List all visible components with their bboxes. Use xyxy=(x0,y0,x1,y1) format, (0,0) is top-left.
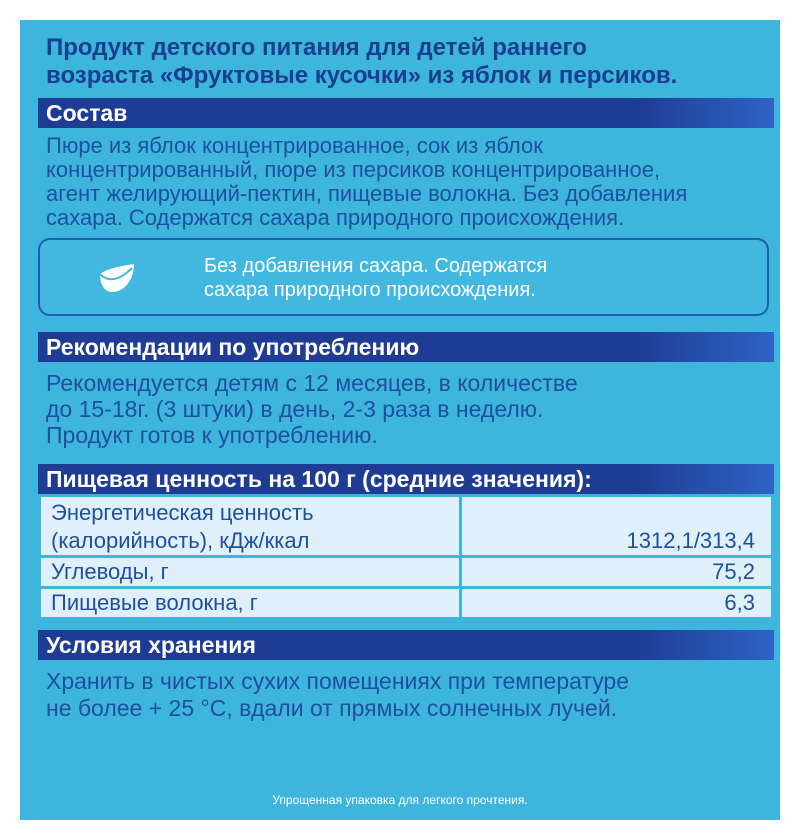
table-row xyxy=(40,588,773,619)
energy-label-line: Энергетическая ценность xyxy=(51,500,314,525)
composition-line: сахара. Содержатся сахара природного происхождения. xyxy=(46,205,625,230)
usage-header-label: Рекомендации по употреблению xyxy=(46,334,420,360)
usage-line: до 15-18г. (3 штуки) в день, 2-3 раза в неделю. xyxy=(46,396,544,422)
composition-line: концентрированный, пюре из персиков концентрированное, xyxy=(46,157,661,182)
nutrition-value-carbs: 75,2 xyxy=(461,557,773,588)
nutrition-label-carbs: Углеводы, г xyxy=(40,557,461,588)
product-title xyxy=(46,34,766,90)
composition-line: агент желирующий-пектин, пищевые волокна. Без добавления xyxy=(46,181,688,206)
callout-line: сахара природного происхождения. xyxy=(204,279,536,301)
usage-line: Продукт готов к употреблению. xyxy=(46,422,378,448)
storage-line: Хранить в чистых сухих помещениях при температуре xyxy=(46,668,630,694)
nutrition-table xyxy=(38,494,774,620)
leaf-icon xyxy=(98,260,138,296)
usage-header xyxy=(38,332,774,362)
product-title-line: возраста «Фруктовые кусочки» из яблок и персиков. xyxy=(46,62,678,89)
energy-label-line: (калорийность), кДж/ккал xyxy=(51,528,310,553)
table-row xyxy=(40,496,773,557)
callout-line: Без добавления сахара. Содержатся xyxy=(204,255,548,277)
callout-text xyxy=(204,254,547,302)
usage-text xyxy=(46,370,776,448)
nutrition-value-fiber: 6,3 xyxy=(461,588,773,619)
nutrition-header xyxy=(38,464,774,494)
product-title-line: Продукт детского питания для детей раннего xyxy=(46,34,587,61)
storage-header-label: Условия хранения xyxy=(46,632,256,658)
nutrition-label-fiber: Пищевые волокна, г xyxy=(40,588,461,619)
composition-header-label: Состав xyxy=(46,100,128,126)
usage-line: Рекомендуется детям с 12 месяцев, в количестве xyxy=(46,370,578,396)
label-panel xyxy=(20,20,780,820)
no-sugar-callout xyxy=(38,238,769,316)
storage-header xyxy=(38,630,774,660)
storage-line: не более + 25 °С, вдали от прямых солнечных лучей. xyxy=(46,695,618,721)
table-row xyxy=(40,557,773,588)
nutrition-value-energy: 1312,1/313,4 xyxy=(461,496,773,557)
composition-text xyxy=(46,134,776,230)
storage-text xyxy=(46,668,776,722)
footer-note: Упрощенная упаковка для легкого прочтения. xyxy=(272,793,528,807)
composition-line: Пюре из яблок концентрированное, сок из яблок xyxy=(46,133,543,158)
nutrition-label-energy xyxy=(40,496,461,557)
nutrition-header-label: Пищевая ценность на 100 г (средние значения): xyxy=(46,466,592,492)
composition-header xyxy=(38,98,774,128)
